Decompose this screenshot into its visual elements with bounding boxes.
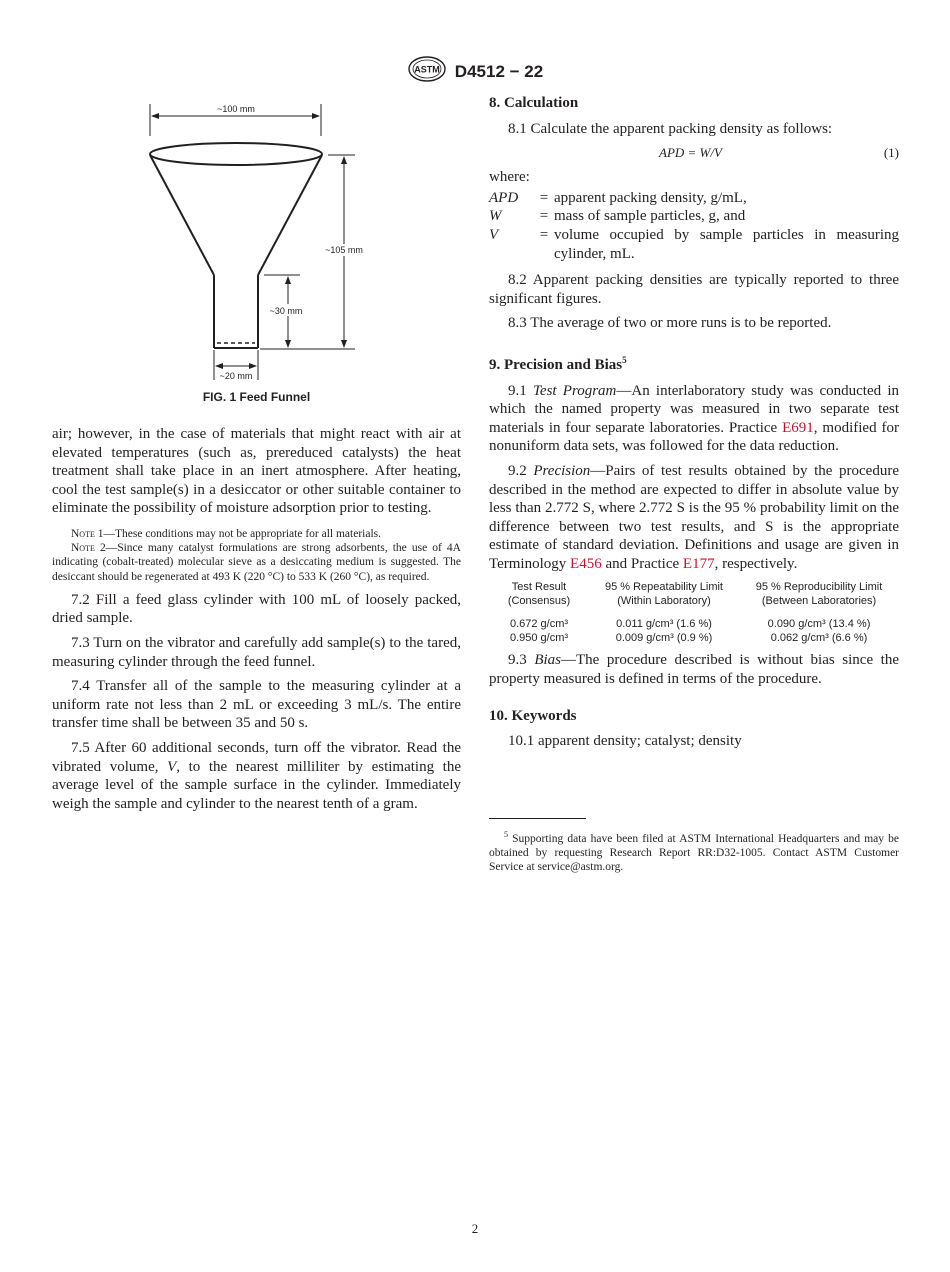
- paragraph-7-5-part-a: 7.5 After 60 additional seconds, turn off the vibrator. Read the vibrated volume,: [52, 739, 461, 775]
- note-2-text: —Since many catalyst formulations are strong adsorbents, the use of 4A indicating (cobalt-treated) molecular sieve as a desiccating medium is suggested. The desiccant should be regenerated at 493 K (220 °C) to 533 K (260 °C), as required.: [52, 542, 461, 583]
- note-2-label: Note 2: [71, 542, 106, 555]
- definition-text: apparent packing density, g/mL,: [554, 189, 747, 206]
- right-column: [489, 94, 899, 757]
- header-line: 95 % Repeatability Limit: [604, 581, 723, 594]
- table-row: [489, 632, 899, 646]
- term: Test Program: [532, 382, 617, 399]
- svg-text:ASTM: ASTM: [414, 64, 440, 75]
- header-line: (Between Laboratories): [761, 594, 877, 607]
- table-header-row: [489, 581, 899, 608]
- paragraph-text: , respectively.: [714, 555, 798, 572]
- document-id: D4512 − 22: [454, 61, 544, 81]
- table-cell: 0.950 g/cm³: [509, 631, 569, 644]
- left-column: [52, 425, 461, 819]
- paragraph-8-1: 8.1 Calculate the apparent packing density as follows:: [508, 120, 833, 137]
- table-cell: 0.672 g/cm³: [509, 618, 569, 631]
- header-line: (Consensus): [507, 594, 571, 607]
- equation-number: (1): [883, 145, 899, 161]
- paragraph-7-5-part-b: , to the nearest milliliter by estimating the average level of the sample surface in the cylinder. Immediately weigh the sample and cylinder to the nearest tenth of a gram.: [52, 758, 461, 812]
- note-1-label: Note 1: [71, 527, 104, 540]
- definition-equals: =: [539, 226, 549, 243]
- dim-height-label: ~105 mm: [325, 245, 363, 255]
- section-9-title: 9. Precision and Bias: [489, 356, 623, 373]
- paragraph-9-3: [489, 651, 899, 688]
- paragraph-8-3: 8.3 The average of two or more runs is to be reported.: [508, 315, 832, 332]
- section-9-heading: [489, 351, 899, 375]
- definition-apd: [489, 189, 899, 208]
- definition-text: mass of sample particles, g, and: [554, 208, 746, 225]
- column-header: [589, 581, 739, 608]
- header-line: Test Result: [511, 581, 567, 594]
- page-number: 2: [471, 1221, 479, 1236]
- funnel-diagram: [140, 98, 380, 388]
- definition-symbol: APD: [489, 189, 519, 206]
- table-cell: 0.011 g/cm³ (1.6 %): [616, 618, 712, 631]
- equation-1: [489, 144, 899, 164]
- definition-v: [489, 226, 899, 263]
- column-header: [739, 581, 899, 608]
- figure-caption: FIG. 1 Feed Funnel: [202, 390, 311, 404]
- footnote-ref: 5: [622, 354, 627, 365]
- paragraph-7-3: 7.3 Turn on the vibrator and carefully add sample(s) to the tared, measuring cylinder through the feed funnel.: [52, 634, 461, 670]
- table-row: [489, 618, 899, 632]
- header-line: (Within Laboratory): [617, 594, 711, 607]
- note-1-text: —These conditions may not be appropriate for all materials.: [103, 527, 381, 540]
- definition-text: volume occupied by sample particles in measuring cylinder, mL.: [554, 226, 899, 262]
- definition-symbol: W: [489, 208, 502, 225]
- dim-bottom-label: ~20 mm: [219, 371, 253, 381]
- page-header: [0, 56, 950, 87]
- definition-equals: =: [539, 189, 549, 206]
- where-label: where:: [489, 169, 530, 186]
- paragraph-7-5: [52, 739, 461, 813]
- paragraph-number: 9.1: [508, 382, 533, 399]
- section-10-heading: 10. Keywords: [489, 707, 577, 724]
- paragraph-number: 9.2: [508, 462, 534, 479]
- table-cell: 0.062 g/cm³ (6.6 %): [770, 631, 868, 644]
- definition-symbol: V: [489, 226, 499, 243]
- column-header: [489, 581, 589, 608]
- footnote: [489, 828, 899, 874]
- paragraph-10-1: 10.1 apparent density; catalyst; density: [508, 733, 742, 750]
- definition-equals: =: [539, 208, 549, 225]
- header-line: 95 % Reproducibility Limit: [755, 581, 883, 594]
- equation-text: APD = W/V: [659, 145, 722, 161]
- paragraph-7-4: 7.4 Transfer all of the sample to the measuring cylinder at a uniform rate not less than 2 mL or exceeding 3 mL/s. The entire transfer time shall be between 35 and 50 s.: [52, 678, 461, 732]
- note-2: [52, 541, 461, 584]
- paragraph-9-1: [489, 382, 899, 456]
- link-e177[interactable]: E177: [682, 555, 715, 572]
- dim-top-label: ~100 mm: [217, 104, 255, 114]
- note-1: [52, 527, 461, 541]
- paragraph-8-2: 8.2 Apparent packing densities are typically reported to three significant figures.: [489, 272, 899, 307]
- definition-w: [489, 207, 899, 226]
- term: Bias: [534, 652, 562, 669]
- term: Precision: [533, 462, 591, 479]
- feed-funnel-figure: [140, 98, 380, 388]
- precision-table: [489, 581, 899, 645]
- paragraph-9-2: [489, 462, 899, 574]
- paragraph-text: —The procedure described is without bias since the property measured is defined in terms of the procedure.: [489, 652, 900, 688]
- table-spacer-row: [489, 608, 899, 618]
- paragraph-text: , modified for nonuniform data sets, was followed for the data reduction.: [489, 419, 899, 455]
- footnote-text: Supporting data have been filed at ASTM International Headquarters and may be obtained by requesting Research Report RR:D32-1005. Contact ASTM Customer Service at service@astm.org.: [489, 832, 899, 874]
- paragraph-text: and Practice: [601, 555, 683, 572]
- volume-symbol: V: [167, 758, 177, 775]
- section-8-heading: 8. Calculation: [489, 95, 579, 111]
- paragraph-text: —Pairs of test results obtained by the procedure described in the method are expected to differ in absolute value by less than 2.772 S, where 2.772 S is the 95 % probability limit on the difference between two test results, and S is the appropriate estimate of standard deviation. Definitions and usage are given in Terminology: [489, 462, 899, 572]
- table-cell: 0.009 g/cm³ (0.9 %): [615, 631, 713, 644]
- dim-stem-label: ~30 mm: [269, 306, 303, 316]
- paragraph-heat-treatment: air; however, in the case of materials that might react with air at elevated temperatures (such as, prereduced catalysts) the heat treatment shall take place in an inert atmosphere. After heating, cool the test sample(s) in a desiccator or other suitable container to eliminate the possibility of moisture adsorption prior to testing.: [52, 426, 461, 517]
- footnote-marker: 5: [504, 830, 508, 839]
- table-cell: 0.090 g/cm³ (13.4 %): [767, 618, 871, 631]
- astm-logo: [407, 56, 447, 87]
- paragraph-text: —An interlaboratory study was conducted in which the named property was measured in two separate test materials in four separate laboratories. Practice: [489, 382, 900, 436]
- paragraph-7-2: 7.2 Fill a feed glass cylinder with 100 mL of loosely packed, dried sample.: [52, 591, 461, 627]
- link-e691[interactable]: E691: [782, 419, 814, 436]
- footnote-rule: [489, 818, 586, 819]
- paragraph-number: 9.3: [508, 652, 535, 669]
- link-e456[interactable]: E456: [570, 555, 602, 572]
